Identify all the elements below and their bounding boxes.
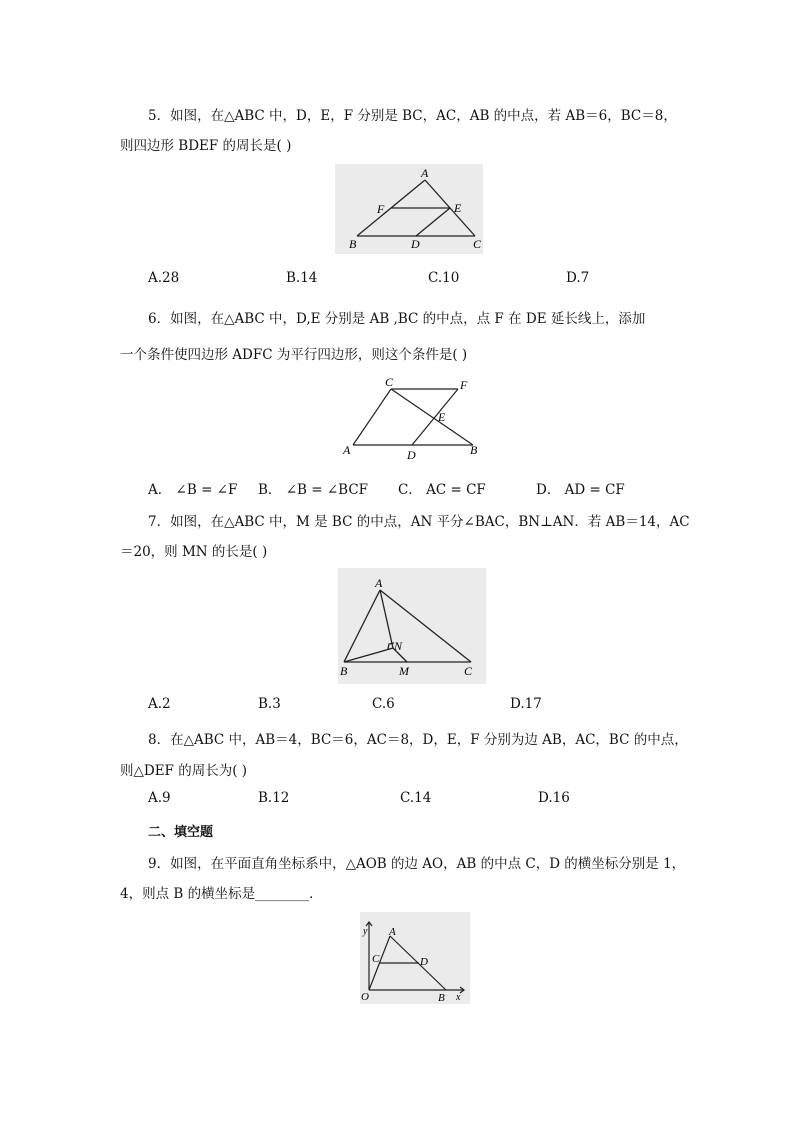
q9-figure (360, 912, 470, 1004)
q8-option-c[interactable]: C.14 (400, 790, 432, 806)
q7-option-a[interactable]: A.2 (148, 696, 171, 712)
q9-label-x: x (456, 992, 461, 1003)
q8-option-a[interactable]: A.9 (148, 790, 171, 806)
q5-label-e: E (454, 201, 462, 215)
q7-option-c[interactable]: C.6 (372, 696, 395, 712)
q7-text-line1: 7．如图，在△ABC 中，M 是 BC 的中点，AN 平分∠BAC，BN⊥AN．若 AB＝14，AC (148, 514, 690, 530)
q6-label-d: D (407, 448, 416, 462)
q6-option-a[interactable]: A． ∠B = ∠F (148, 482, 238, 498)
q6-text-line1: 6．如图，在△ABC 中，D,E 分别是 AB ,BC 的中点，点 F 在 DE 延长线上，添加 (148, 311, 646, 327)
q8-option-b[interactable]: B.12 (258, 790, 290, 806)
q5-option-d[interactable]: D.7 (566, 270, 590, 286)
q5-text-line1: 5．如图，在△ABC 中，D，E，F 分别是 BC，AC，AB 的中点，若 AB＝6，BC＝8， (148, 108, 677, 124)
q8-text-line2: 则△DEF 的周长为( ) (120, 763, 248, 779)
q6-label-a: A (343, 443, 351, 457)
q5-label-a: A (421, 166, 429, 180)
q5-text-line2: 则四边形 BDEF 的周长是( ) (120, 138, 292, 154)
q8-text-line1: 8．在△ABC 中，AB＝4，BC＝6，AC＝8，D，E，F 分别为边 AB，AC，BC 的中点， (148, 732, 688, 748)
q9-label-d: D (420, 956, 428, 968)
q9-label-b: B (438, 992, 445, 1004)
q7-options (148, 696, 708, 716)
q5-figure (335, 164, 483, 254)
section-heading-fill-in: 二、填空题 (148, 825, 214, 840)
q7-label-c: C (464, 664, 473, 678)
q8-option-d[interactable]: D.16 (538, 790, 570, 806)
q9-text-line1: 9．如图，在平面直角坐标系中，△AOB 的边 AO，AB 的中点 C，D 的横坐标分别是 1， (148, 856, 686, 872)
q7-figure (338, 568, 486, 684)
q6-label-c: C (385, 375, 394, 389)
q5-label-f: F (377, 202, 385, 216)
q5-label-d: D (411, 237, 420, 251)
q5-option-b[interactable]: B.14 (286, 270, 318, 286)
q6-option-d[interactable]: D． AD = CF (536, 482, 625, 498)
q7-label-n: N (394, 639, 403, 653)
q6-option-c[interactable]: C． AC = CF (398, 482, 486, 498)
q7-label-b: B (340, 664, 348, 678)
q9-label-y: y (363, 926, 368, 937)
q9-label-o: O (361, 991, 369, 1003)
q6-figure (338, 372, 488, 464)
q5-label-b: B (349, 237, 357, 251)
q5-option-c[interactable]: C.10 (428, 270, 460, 286)
q6-label-e: E (438, 410, 446, 424)
q7-option-d[interactable]: D.17 (510, 696, 542, 712)
q9-text-line2: 4，则点 B 的横坐标是________． (120, 886, 323, 902)
q7-text-line2: ＝20，则 MN 的长是( ) (120, 544, 268, 560)
q5-options (148, 270, 708, 290)
q6-label-f: F (460, 378, 468, 392)
q9-label-c: C (372, 953, 380, 965)
q7-label-m: M (399, 664, 409, 678)
q6-options (148, 478, 708, 498)
q6-label-b: B (470, 443, 478, 457)
q9-label-a: A (389, 926, 396, 938)
q5-label-c: C (473, 237, 482, 251)
q6-text-line2: 一个条件使四边形 ADFC 为平行四边形，则这个条件是( ) (120, 347, 468, 363)
q6-option-b[interactable]: B． ∠B = ∠BCF (258, 482, 369, 498)
q7-label-a: A (375, 576, 383, 590)
q7-option-b[interactable]: B.3 (258, 696, 281, 712)
q5-option-a[interactable]: A.28 (148, 270, 180, 286)
q8-options (148, 790, 708, 810)
